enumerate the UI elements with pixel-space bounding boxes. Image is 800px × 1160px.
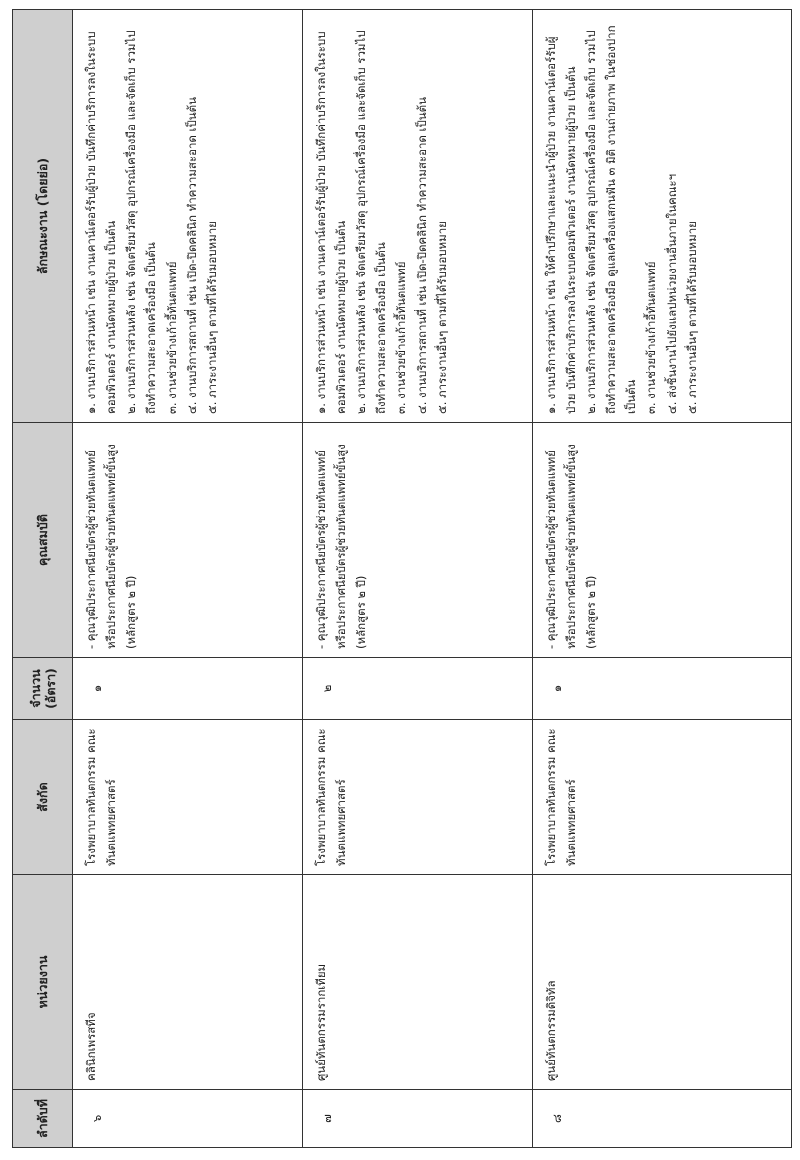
unit-name: ศูนย์ทันตกรรมรากเทียม xyxy=(302,875,532,1090)
qualifications: - คุณวุฒิประกาศนียบัตรผู้ช่วยทันตแพทย์ หรือประกาศนียบัตรผู้ช่วยทันตแพทย์ขั้นสูง (หลักสูตร ๒ ปี) xyxy=(532,423,791,658)
duty-item: ๔. งานบริการสถานที่ เช่น เปิด-ปิดคลินิก ทำความสะอาด เป็นต้น xyxy=(414,97,429,414)
duty-item: ๕. ภาระงานอื่นๆ ตามที่ได้รับมอบหมาย xyxy=(204,221,219,414)
duty-item: ๒. งานบริการส่วนหลัง เช่น จัดเตรียมวัสดุ อุปกรณ์เครื่องมือ และจัดเก็บ รวมไปถึงทำความสะอาดเครื่องมือ เป็นต้น xyxy=(124,30,159,414)
header-unit: หน่วยงาน xyxy=(13,875,73,1090)
affiliation: โรงพยาบาลทันตกรรม คณะทันตแพทยศาสตร์ xyxy=(532,720,791,875)
duties-cell xyxy=(532,10,791,423)
affiliation: โรงพยาบาลทันตกรรม คณะทันตแพทยศาสตร์ xyxy=(302,720,532,875)
table-row xyxy=(302,10,532,1148)
duties-cell xyxy=(302,10,532,423)
table-row xyxy=(73,10,303,1148)
position-count: ๑ xyxy=(73,658,303,720)
position-count: ๒ xyxy=(302,658,532,720)
header-no: ลำดับที่ xyxy=(13,1090,73,1148)
duty-item: ๑. งานบริการส่วนหน้า เช่น ให้คำปรึกษาและแนะนำผู้ป่วย งานเคาน์เตอร์รับผู้ป่วย บันทึกค่าบริการลงในระบบคอมพิวเตอร์ งานนัดหมายผู้ป่วย เป็นต้น xyxy=(543,36,578,414)
duty-item: ๒. งานบริการส่วนหลัง เช่น จัดเตรียมวัสดุ อุปกรณ์เครื่องมือ และจัดเก็บ รวมไปถึงทำความสะอาดเครื่องมือ เป็นต้น xyxy=(354,30,389,414)
duty-item: ๓. งานช่วยข้างเก้าอี้ทันตแพทย์ xyxy=(164,261,179,414)
header-qualifications: คุณสมบัติ xyxy=(13,423,73,658)
header-row xyxy=(13,10,73,1148)
header-duties: ลักษณะงาน (โดยย่อ) xyxy=(13,10,73,423)
duty-item: ๑. งานบริการส่วนหน้า เช่น งานเคาน์เตอร์รับผู้ป่วย บันทึกค่าบริการลงในระบบคอมพิวเตอร์ งานนัดหมายผู้ป่วย เป็นต้น xyxy=(84,31,119,414)
header-count: จำนวน (อัตรา) xyxy=(13,658,73,720)
duty-item: ๑. งานบริการส่วนหน้า เช่น งานเคาน์เตอร์รับผู้ป่วย บันทึกค่าบริการลงในระบบคอมพิวเตอร์ งานนัดหมายผู้ป่วย เป็นต้น xyxy=(313,31,349,414)
unit-name: คลินิกเพรสทีจ xyxy=(73,875,303,1090)
row-number: ๖ xyxy=(73,1090,303,1148)
duty-item: ๕. ภาระงานอื่นๆ ตามที่ได้รับมอบหมาย xyxy=(684,221,699,414)
qualifications: - คุณวุฒิประกาศนียบัตรผู้ช่วยทันตแพทย์ หรือประกาศนียบัตรผู้ช่วยทันตแพทย์ขั้นสูง (หลักสูตร ๒ ปี) xyxy=(302,423,532,658)
affiliation: โรงพยาบาลทันตกรรม คณะทันตแพทยศาสตร์ xyxy=(73,720,303,875)
table-row xyxy=(532,10,791,1148)
unit-name: ศูนย์ทันตกรรมดิจิทัล xyxy=(532,875,791,1090)
row-number: ๘ xyxy=(532,1090,791,1148)
duty-item: ๔. ส่งชิ้นงานไปยังแลปหน่วยงานอื่นภายในคณะฯ xyxy=(664,173,679,414)
duty-item: ๕. ภาระงานอื่นๆ ตามที่ได้รับมอบหมาย xyxy=(434,221,449,414)
duty-item: ๓. งานช่วยข้างเก้าอี้ทันตแพทย์ xyxy=(644,261,659,414)
positions-table xyxy=(12,9,792,1148)
duty-item: ๒. งานบริการส่วนหลัง เช่น จัดเตรียมวัสดุ อุปกรณ์เครื่องมือ และจัดเก็บ รวมไปถึงทำความสะอาดเครื่องมือ ดูแลเครื่องแสกนฟัน ๓ มิติ งานถ่ายภาพ ในช่องปาก เป็นต้น xyxy=(584,25,639,414)
header-affiliation: สังกัด xyxy=(13,720,73,875)
duties-cell xyxy=(73,10,303,423)
duty-item: ๓. งานช่วยข้างเก้าอี้ทันตแพทย์ xyxy=(394,261,409,414)
row-number: ๗ xyxy=(302,1090,532,1148)
duty-item: ๔. งานบริการสถานที่ เช่น เปิด-ปิดคลินิก ทำความสะอาด เป็นต้น xyxy=(184,97,199,414)
qualifications: - คุณวุฒิประกาศนียบัตรผู้ช่วยทันตแพทย์ หรือประกาศนียบัตรผู้ช่วยทันตแพทย์ขั้นสูง (หลักสูตร ๒ ปี) xyxy=(73,423,303,658)
position-count: ๑ xyxy=(532,658,791,720)
